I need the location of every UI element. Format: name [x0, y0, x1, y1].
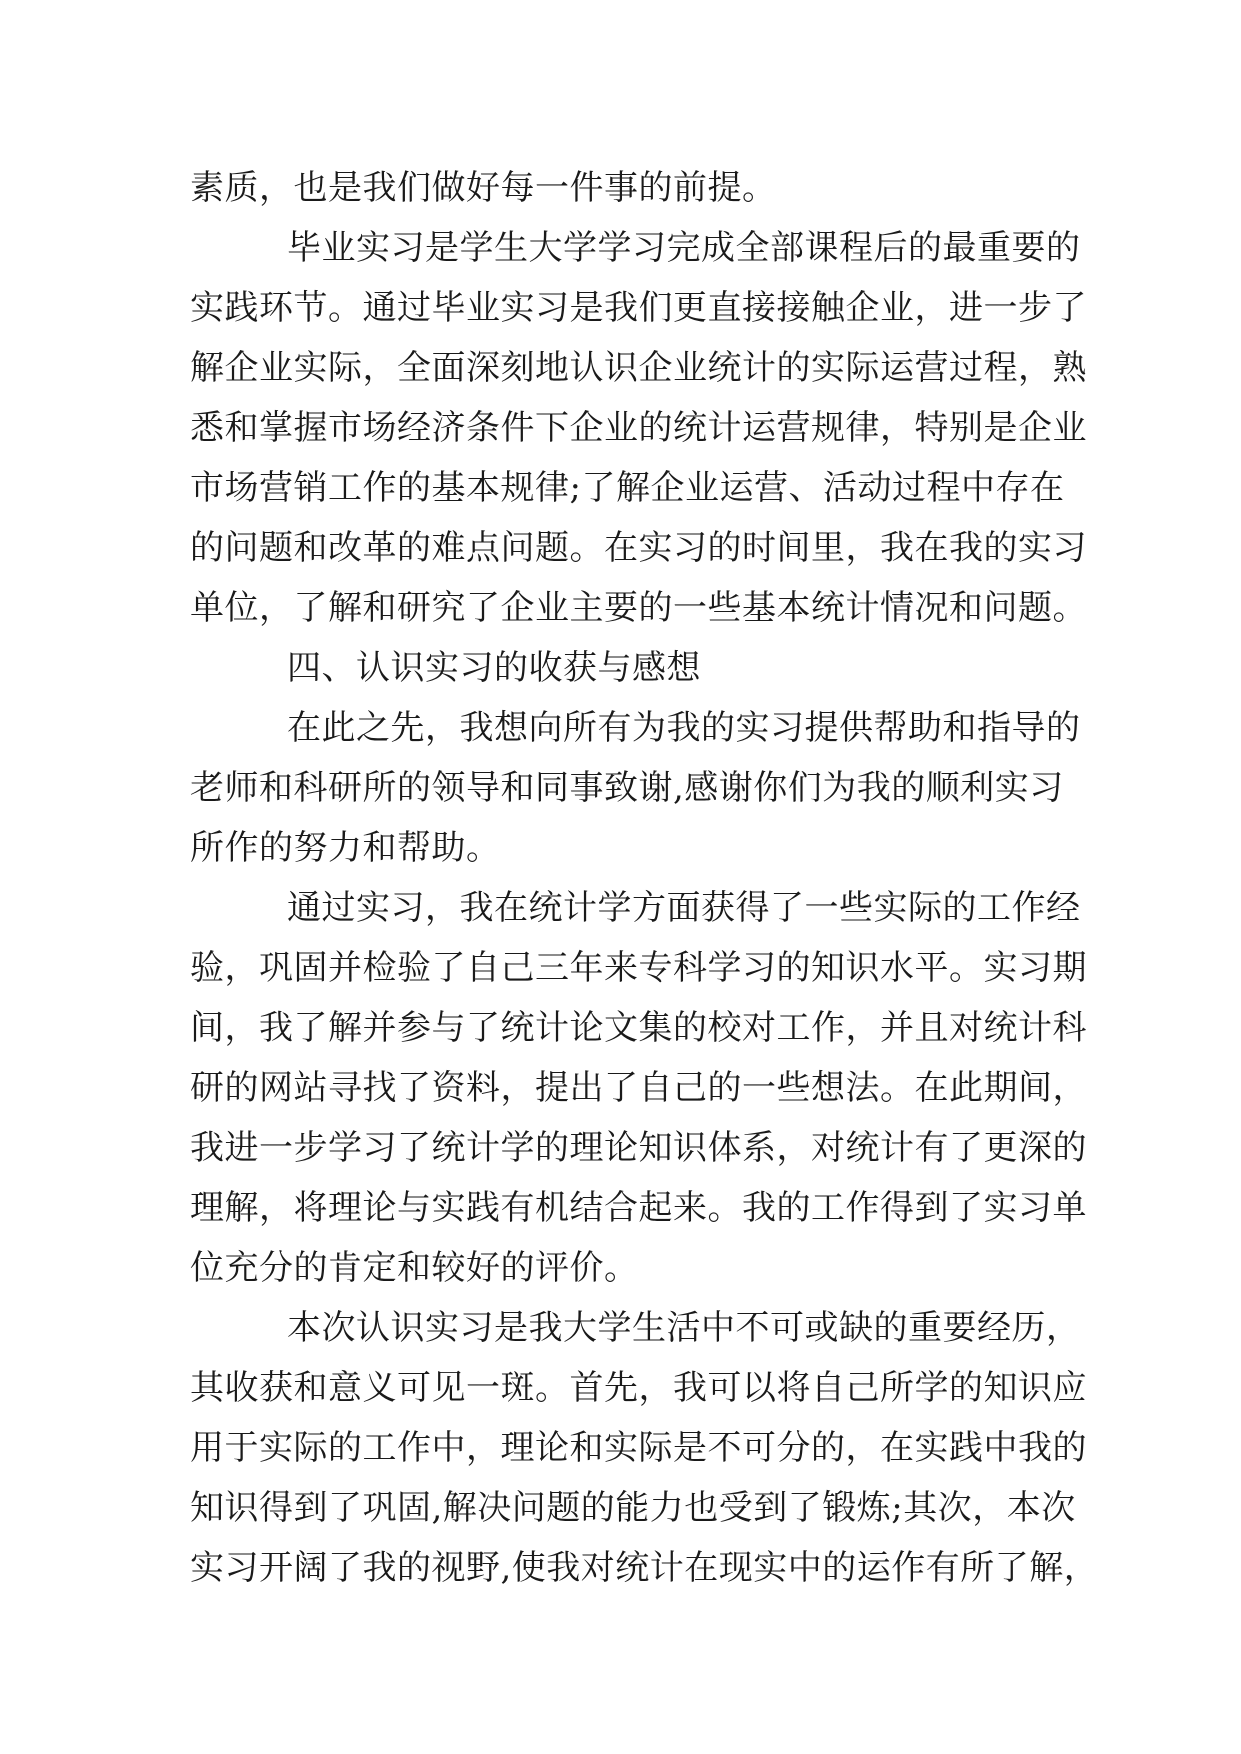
- text-line-7: 的问题和改革的难点问题。在实习的时间里，我在我的实习: [190, 528, 1087, 568]
- text-line-3: 实践环节。通过毕业实习是我们更直接接触企业，进一步了: [190, 288, 1087, 328]
- text-line-10: 在此之先，我想向所有为我的实习提供帮助和指导的: [287, 708, 1081, 748]
- text-line-21: 其收获和意义可见一斑。首先，我可以将自己所学的知识应: [190, 1368, 1087, 1408]
- text-line-19: 位充分的肯定和较好的评价。: [190, 1248, 639, 1288]
- text-line-6: 市场营销工作的基本规律;了解企业运营、活动过程中存在: [190, 468, 1065, 508]
- text-line-2: 毕业实习是学生大学学习完成全部课程后的最重要的: [287, 228, 1081, 268]
- text-line-14: 验，巩固并检验了自己三年来专科学习的知识水平。实习期: [190, 948, 1087, 988]
- text-line-13: 通过实习，我在统计学方面获得了一些实际的工作经: [287, 888, 1081, 928]
- text-line-20: 本次认识实习是我大学生活中不可或缺的重要经历，: [287, 1308, 1081, 1348]
- text-line-8: 单位，了解和研究了企业主要的一些基本统计情况和问题。: [190, 588, 1087, 628]
- text-line-15: 间，我了解并参与了统计论文集的校对工作，并且对统计科: [190, 1008, 1087, 1048]
- text-line-11: 老师和科研所的领导和同事致谢,感谢你们为我的顺利实习: [190, 768, 1064, 808]
- text-line-4: 解企业实际，全面深刻地认识企业统计的实际运营过程，熟: [190, 348, 1087, 388]
- text-line-18: 理解，将理论与实践有机结合起来。我的工作得到了实习单: [190, 1188, 1087, 1228]
- text-line-1: 素质，也是我们做好每一件事的前提。: [190, 168, 777, 208]
- text-line-12: 所作的努力和帮助。: [190, 828, 501, 868]
- text-line-23: 知识得到了巩固,解决问题的能力也受到了锻炼;其次，本次: [190, 1488, 1076, 1528]
- text-line-22: 用于实际的工作中，理论和实际是不可分的，在实践中我的: [190, 1428, 1087, 1468]
- section-heading: 四、认识实习的收获与感想: [287, 648, 701, 688]
- body-text: [190, 158, 1099, 1598]
- text-line-5: 悉和掌握市场经济条件下企业的统计运营规律，特别是企业: [190, 408, 1087, 448]
- text-line-17: 我进一步学习了统计学的理论知识体系，对统计有了更深的: [190, 1128, 1087, 1168]
- text-line-24: 实习开阔了我的视野,使我对统计在现实中的运作有所了解，: [190, 1548, 1099, 1588]
- text-line-16: 研的网站寻找了资料，提出了自己的一些想法。在此期间，: [190, 1068, 1087, 1108]
